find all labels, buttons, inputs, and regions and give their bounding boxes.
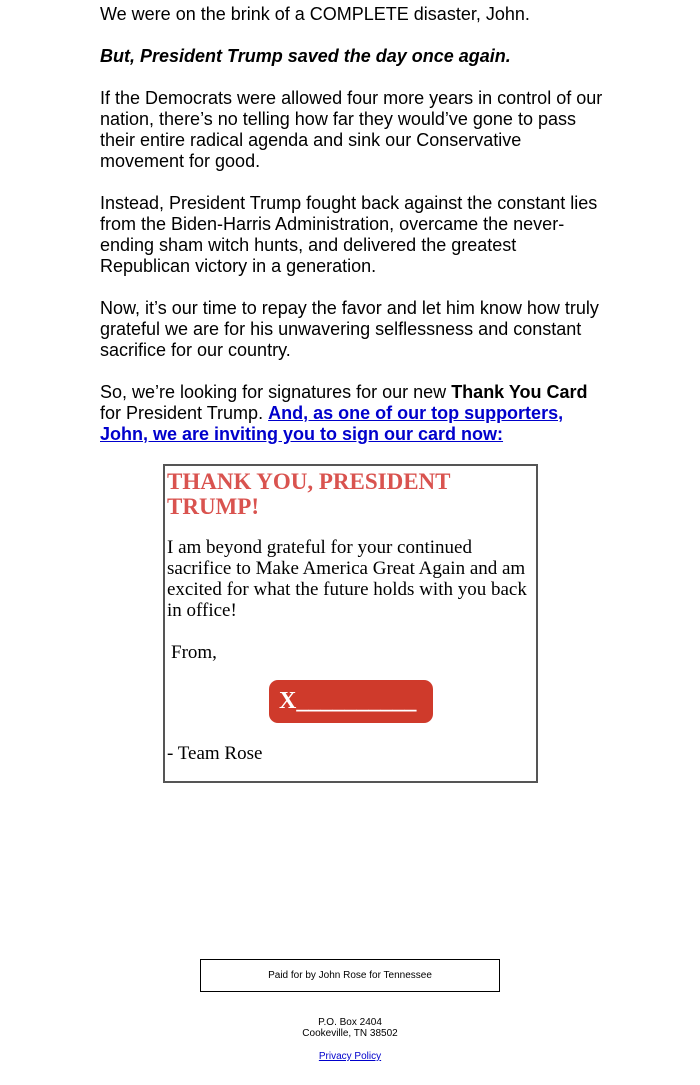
sign-card-button[interactable]: X__________	[269, 680, 433, 723]
paragraph-6-mid: for President Trump.	[100, 403, 269, 423]
card-message: I am beyond grateful for your continued sacrifice to Make America Great Again and am excited for what the future holds with you back in office!	[167, 537, 527, 621]
paid-for-disclaimer: Paid for by John Rose for Tennessee	[200, 959, 500, 992]
sign-card-link[interactable]: And, as one of our top supporters, John, we are inviting you to sign our card now:	[100, 403, 564, 444]
city-state-zip: Cookeville, TN 38502	[302, 1028, 398, 1039]
card-signature-team: - Team Rose	[167, 743, 263, 764]
paragraph-4: Instead, President Trump fought back against the constant lies from the Biden-Harris Administration, overcame the never-ending sham witch hunts, and delivered the greatest Republican victory in a generation.	[100, 193, 598, 276]
paragraph-2-emphasis: But, President Trump saved the day once again.	[100, 46, 511, 66]
paragraph-5: Now, it’s our time to repay the favor and let him know how truly grateful we are for his unwavering selflessness and constant sacrifice for our country.	[100, 298, 599, 360]
letter-body	[100, 4, 610, 445]
po-box: P.O. Box 2404	[318, 1017, 382, 1028]
thank-you-card	[163, 464, 538, 783]
privacy-policy-link[interactable]: Privacy Policy	[318, 1051, 382, 1062]
card-from-label: From,	[171, 642, 217, 663]
paragraph-6	[100, 382, 610, 445]
paragraph-6-start: So, we’re looking for signatures for our new	[100, 382, 452, 402]
mailing-address	[200, 1017, 500, 1039]
thank-you-card-label: Thank You Card	[451, 382, 588, 402]
paragraph-3: If the Democrats were allowed four more years in control of our nation, there’s no telling how far they would’ve gone to pass their entire radical agenda and sink our Conservative movement for good.	[100, 88, 603, 171]
card-title: THANK YOU, PRESIDENT TRUMP!	[167, 469, 451, 519]
privacy-policy-container	[200, 1051, 500, 1062]
paragraph-1: We were on the brink of a COMPLETE disaster, John.	[100, 4, 530, 24]
